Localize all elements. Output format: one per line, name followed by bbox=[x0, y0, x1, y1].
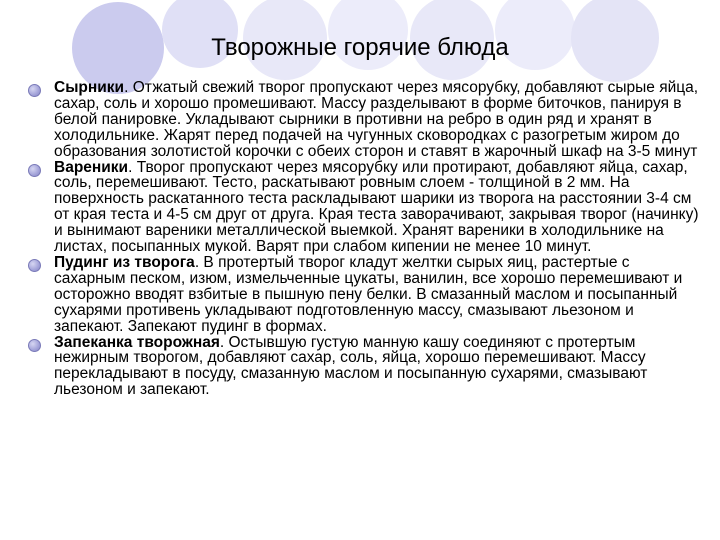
circle-bullet-icon bbox=[28, 164, 41, 177]
item-text: . Творог пропускают через мясорубку или протирают, добавляют яйца, сахар, соль, перемешивают. Тесто, раскатывают ровным слоем - толщиной в 2 мм. На поверхность раскатанного теста раскладывают шарики из творога на расстоянии 3-4 см от края теста и 4-5 см друг от друга. Края теста заворачивают, закрывая творог (начинку) и вынимают вареники металлической выемкой. Хранят вареники в холодильнике на листах, посыпанных мукой. Варят при слабом кипении не менее 10 минут. bbox=[54, 158, 699, 256]
list-item bbox=[28, 255, 700, 335]
circle-bullet-icon bbox=[28, 339, 41, 352]
item-text: . Отжатый свежий творог пропускают через мясорубку, добавляют сырые яйца, сахар, соль и хорошо промешивают. Массу разделывают в форме биточков, панируя в белой панировке. Укладывают сырники в противни на ребро в один ряд и хранят в холодильнике. Жарят перед подачей на чугунных сковородках с разогретым жиром до образования золотистой корочки с обеих сторон и ставят в жарочный шкаф на 3-5 минут bbox=[54, 79, 699, 160]
circle-bullet-icon bbox=[28, 259, 41, 272]
list-item bbox=[28, 335, 700, 399]
item-term: Сырники bbox=[54, 79, 125, 96]
item-text: . Остывшую густую манную кашу соединяют с протертым нежирным творогом, добавляют сахар, соль, яйца, хорошо перемешивают. Массу перекладывают в посуду, смазанную маслом и посыпанную сухарями, смазывают льезоном и запекают. bbox=[54, 333, 648, 399]
bullet-list bbox=[28, 80, 700, 398]
item-text: . В протертый творог кладут желтки сырых яиц, растертые с сахарным песком, изюм, измельченные цукаты, ванилин, все хорошо перемешивают и осторожно вводят взбитые в пышную пену белки. В смазанный маслом и посыпанный сухарями противень укладывают подготовленную массу, смазывают льезоном и запекают. Запекают пудинг в формах. bbox=[54, 253, 683, 335]
list-item bbox=[28, 80, 700, 160]
list-item bbox=[28, 160, 700, 255]
item-term: Пудинг из творога bbox=[54, 253, 195, 271]
page-title: Творожные горячие блюда bbox=[211, 34, 509, 61]
item-term: Запеканка творожная bbox=[54, 333, 220, 351]
circle-bullet-icon bbox=[28, 84, 41, 97]
item-term: Вареники bbox=[54, 158, 129, 176]
